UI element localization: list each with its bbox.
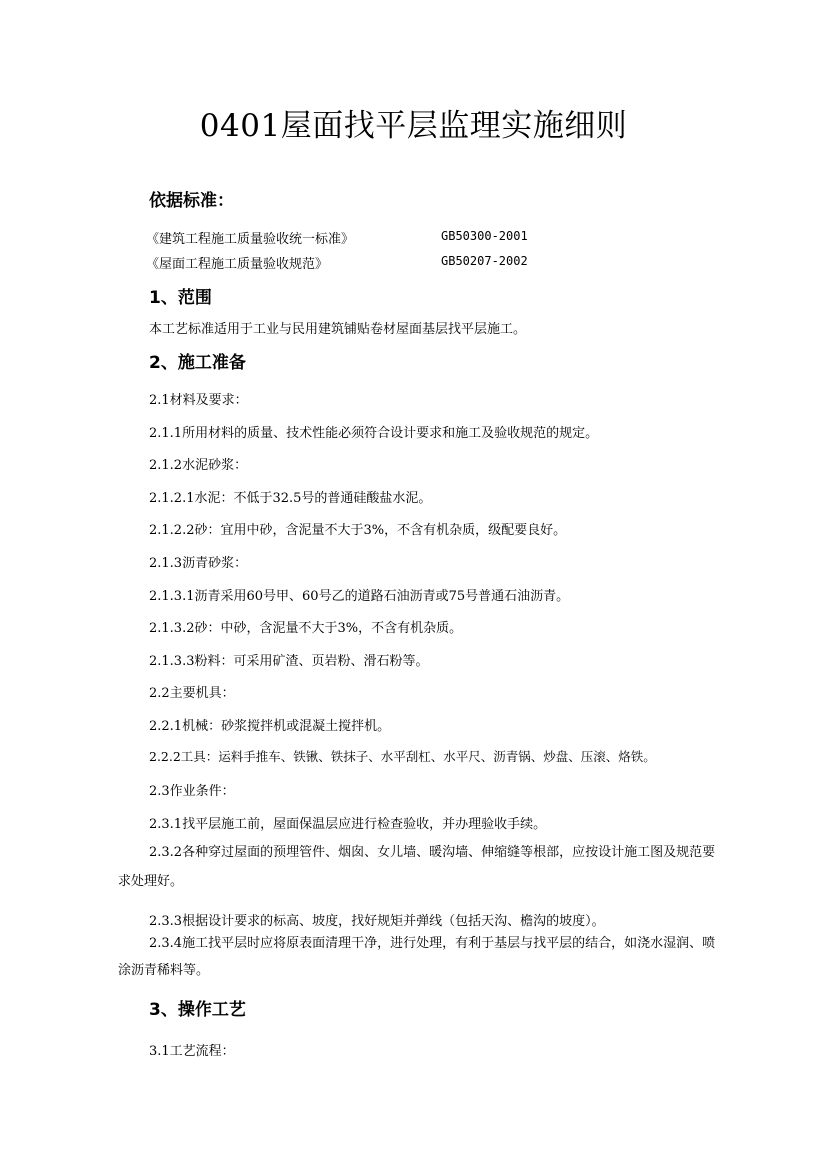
para-2-2-1: 2.2.1机械：砂浆搅拌机或混凝土搅拌机。 xyxy=(149,719,391,734)
para-2-3-2: 2.3.2各种穿过屋面的预埋管件、烟囱、女儿墙、暖沟墙、伸缩缝等根部，应按设计施工图及规范要求处理好。 xyxy=(118,845,716,889)
basis-heading: 依据标准： xyxy=(149,191,234,211)
standard-name-1: 《建筑工程施工质量验收统一标准》 xyxy=(146,232,355,247)
para-2-2-2: 2.2.2工具：运料手推车、铁锹、铁抹子、水平刮杠、水平尺、沥青锅、炒盘、压滚、烙铁。 xyxy=(149,749,656,764)
para-2-1-3-3: 2.1.3.3粉料：可采用矿渣、页岩粉、滑石粉等。 xyxy=(149,654,429,669)
para-2-1-3-1: 2.1.3.1沥青采用60号甲、60号乙的道路石油沥青或75号普通石油沥青。 xyxy=(149,589,570,604)
para-2-1-3: 2.1.3沥青砂浆： xyxy=(149,556,248,571)
para-2-1-3-2: 2.1.3.2砂：中砂，含泥量不大于3%，不含有机杂质。 xyxy=(149,621,463,636)
para-2-1-1: 2.1.1所用材料的质量、技术性能必须符合设计要求和施工及验收规范的规定。 xyxy=(149,426,599,441)
para-2-2: 2.2主要机具： xyxy=(149,686,235,701)
para-2-1-2-2: 2.1.2.2砂：宜用中砂，含泥量不大于3%，不含有机杂质，级配要良好。 xyxy=(149,523,567,538)
section-3-heading: 3、操作工艺 xyxy=(149,1000,246,1020)
para-2-1: 2.1材料及要求： xyxy=(149,393,248,408)
standard-code-1: GB50300-2001 xyxy=(441,229,528,243)
section-1-text: 本工艺标准适用于工业与民用建筑铺贴卷材屋面基层找平层施工。 xyxy=(149,322,527,337)
para-2-3-4: 2.3.4施工找平层时应将原表面清理干净，进行处理，有利于基层与找平层的结合，如浇水湿润、喷涂沥青稀料等。 xyxy=(118,936,716,978)
para-2-1-2-1: 2.1.2.1水泥：不低于32.5号的普通硅酸盐水泥。 xyxy=(149,491,432,506)
para-2-1-2: 2.1.2水泥砂浆： xyxy=(149,458,248,473)
para-3-1: 3.1工艺流程： xyxy=(149,1044,235,1059)
section-1-heading: 1、范围 xyxy=(149,288,212,308)
standard-name-2: 《屋面工程施工质量验收规范》 xyxy=(146,257,329,272)
standard-code-2: GB50207-2002 xyxy=(441,254,528,268)
para-2-3-3: 2.3.3根据设计要求的标高、坡度，找好规矩并弹线（包括天沟、檐沟的坡度）。 xyxy=(149,914,605,929)
para-2-3-1: 2.3.1找平层施工前，屋面保温层应进行检查验收，并办理验收手续。 xyxy=(149,817,547,832)
section-2-heading: 2、施工准备 xyxy=(149,353,246,373)
document-title: 0401屋面找平层监理实施细则 xyxy=(199,108,628,144)
para-2-3: 2.3作业条件： xyxy=(149,784,235,799)
